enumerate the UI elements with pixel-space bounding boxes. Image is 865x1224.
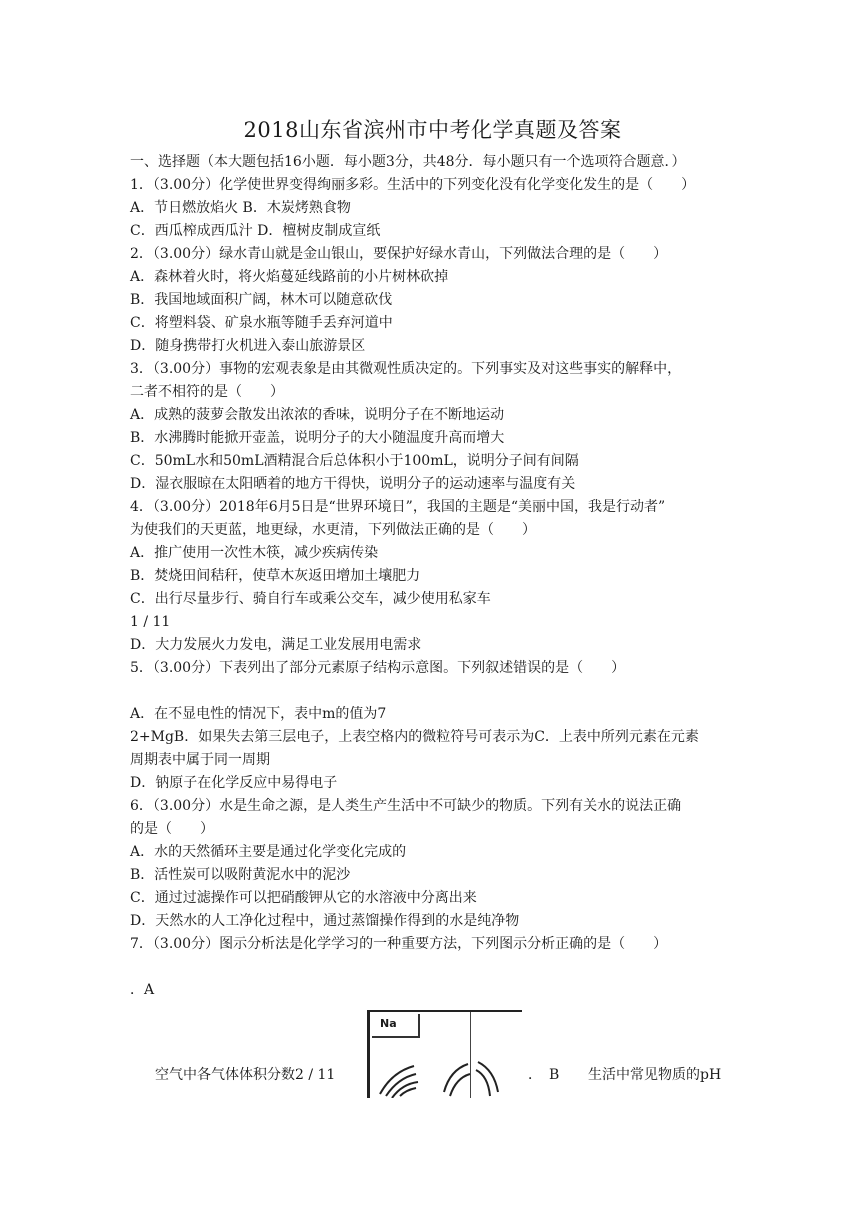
- option-a-caption: 空气中各气体体积分数2 / 11: [155, 1067, 336, 1083]
- blank-line: [130, 956, 740, 979]
- option-line: A．水的天然循环主要是通过化学变化完成的: [130, 844, 407, 860]
- question-7-options-row: [0, 1056, 865, 1096]
- blank-line: [130, 680, 740, 703]
- question-line: 5．（3.00分）下表列出了部分元素原子结构示意图。下列叙述错误的是（ ）: [130, 660, 626, 676]
- option-line: A．成熟的菠萝会散发出浓浓的香味，说明分子在不断地运动: [130, 407, 505, 423]
- page-title: 2018山东省滨州市中考化学真题及答案: [243, 118, 622, 142]
- question-line: 2．（3.00分）绿水青山就是金山银山，要保护好绿水青山，下列做法合理的是（ ）: [130, 246, 668, 262]
- option-line: D．随身携带打火机进入泰山旅游景区: [130, 338, 366, 354]
- option-marker: ．A: [130, 982, 155, 998]
- option-line: 2+MgB．如果失去第三层电子，上表空格内的微粒符号可表示为C．上表中所列元素在元素: [130, 729, 699, 745]
- option-line: 周期表中属于同一周期: [130, 752, 270, 768]
- option-line: D．湿衣服晾在太阳晒着的地方干得快，说明分子的运动速率与温度有关: [130, 476, 576, 492]
- page-number: 1 / 11: [130, 614, 171, 630]
- option-line: A．在不显电性的情况下，表中m的值为7: [130, 706, 387, 722]
- option-line: D．大力发展火力发电，满足工业发展用电需求: [130, 637, 422, 653]
- question-line: 6．（3.00分）水是生命之源，是人类生产生活中不可缺少的物质。下列有关水的说法正确: [130, 798, 682, 814]
- question-line: 7．（3.00分）图示分析法是化学学习的一种重要方法，下列图示分析正确的是（ ）: [130, 936, 668, 952]
- option-b-caption: 生活中常见物质的pH: [588, 1067, 722, 1083]
- option-line: A．节日燃放焰火 B．木炭烤熟食物: [130, 200, 351, 216]
- question-line: 为使我们的天更蓝，地更绿，水更清，下列做法正确的是（ ）: [130, 522, 536, 538]
- question-line: 1．（3.00分）化学使世界变得绚丽多彩。生活中的下列变化没有化学变化发生的是（ ）: [130, 177, 696, 193]
- section-heading: 一、选择题（本大题包括16小题．每小题3分，共48分．每小题只有一个选项符合题意．）: [130, 154, 686, 170]
- option-line: C．通过过滤操作可以把硝酸钾从它的水溶液中分离出来: [130, 890, 477, 906]
- option-line: A．推广使用一次性木筷，减少疾病传染: [130, 545, 379, 561]
- option-line: B．水沸腾时能掀开壶盖，说明分子的大小随温度升高而增大: [130, 430, 505, 446]
- option-line: C．将塑料袋、矿泉水瓶等随手丢弃河道中: [130, 315, 393, 331]
- option-line: C．出行尽量步行、骑自行车或乘公交车，减少使用私家车: [130, 591, 491, 607]
- option-line: C．西瓜榨成西瓜汁 D．檀树皮制成宣纸: [130, 223, 381, 239]
- option-line: B．活性炭可以吸附黄泥水中的泥沙: [130, 867, 351, 883]
- element-label: Na: [380, 1017, 397, 1030]
- option-b-marker: ． B: [528, 1067, 560, 1083]
- option-line: A．森林着火时，将火焰蔓延线路前的小片树林砍掉: [130, 269, 449, 285]
- question-line: 二者不相符的是（ ）: [130, 384, 284, 400]
- option-line: B．我国地域面积广阔，林木可以随意砍伐: [130, 292, 393, 308]
- question-line: 的是（ ）: [130, 821, 214, 837]
- question-line: 3．（3.00分）事物的宏观表象是由其微观性质决定的。下列事实及对这些事实的解释中，: [130, 361, 682, 377]
- question-line: 4．（3.00分）2018年6月5日是“世界环境日”，我国的主题是“美丽中国，我是行动者”: [130, 499, 666, 515]
- option-line: C．50mL水和50mL酒精混合后总体积小于100mL，说明分子间有间隔: [130, 453, 579, 469]
- question-body: [130, 151, 740, 1002]
- option-line: D．钠原子在化学反应中易得电子: [130, 775, 338, 791]
- option-line: B．焚烧田间秸秆，使草木灰返田增加土壤肥力: [130, 568, 421, 584]
- option-line: D．天然水的人工净化过程中，通过蒸馏操作得到的水是纯净物: [130, 913, 520, 929]
